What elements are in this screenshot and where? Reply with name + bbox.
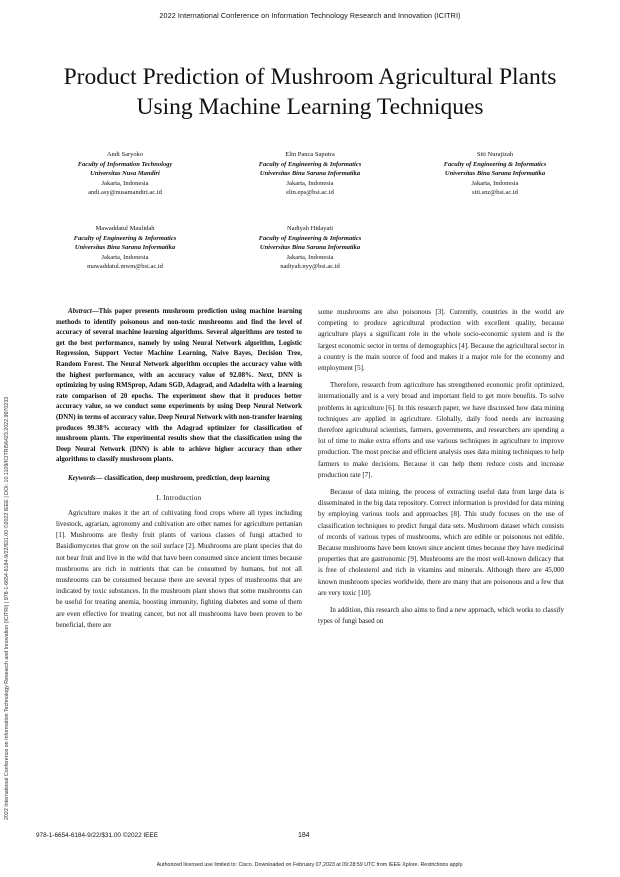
author-4: [30, 224, 220, 272]
right-column: [318, 307, 564, 633]
author-city: Jakarta, Indonesia: [286, 253, 334, 261]
author-university: Universitas Nusa Mandiri: [90, 170, 160, 177]
license-notice: Authorized licensed use limited to: Cisco. Downloaded on February 07,2023 at 09:28:59 UTC from IEEE Xplore. Restrictions apply.: [156, 862, 464, 868]
side-doi-text: 2022 International Conference on Information Technology Research and Innovation (ICITRI) | 978-1-6654-6184-9/22/$31.00 ©2022 IEEE | DOI: 10.1109/ICITRI56423.2022.9970233: [4, 396, 10, 820]
author-1: [30, 150, 220, 198]
author-city: Jakarta, Indonesia: [101, 179, 149, 187]
author-university: Universitas Bina Sarana Informatika: [74, 244, 176, 251]
author-5: [215, 224, 405, 272]
author-department: Faculty of Engineering & Informatics: [73, 234, 177, 242]
body-paragraph: Because of data mining, the process of extracting useful data from large data is disseminated in the big data repository. Correct information is provided for data mining by employing various tools and approaches [8]. This study focuses on the use of classification techniques to predict fungal data sets. Mushroom dataset which consists of records of various types of mushrooms, which are edible or poisonous not edible. Because mushrooms have been known since ancient times because they have medicinal properties that are gastronomic [9]. Mushrooms are the most well-known delicacy that is free of cholesterol and rich in vitamins and minerals. Although there are 45,000 known mushroom species worldwide, there are many that are poisonous and a few that are very toxic [10].: [318, 488, 564, 597]
author-name: Mawaddatul Maulidah: [95, 225, 155, 232]
author-university: Universitas Bina Sarana Informatika: [259, 170, 361, 177]
author-email: nadiyah.nyy@bsi.ac.id: [280, 263, 340, 270]
page-number: 184: [298, 832, 310, 839]
footer-copyright: 978-1-6654-6184-9/22/$31.00 ©2022 IEEE: [36, 832, 158, 839]
author-email: andi.asy@nusamandiri.ac.id: [88, 189, 162, 196]
keywords-text: — classification, deep mushroom, prediction, deep learning: [95, 474, 270, 482]
abstract-text: —This paper presents mushroom prediction using machine learning methods to identify poisonous and non-toxic mushrooms and find the level of accuracy of several machine learning algorithms. Several algorithms are tested to get the best performance, namely by using Neural Network algorithm, Logistic Regression, Support Vector Machine Learning, Naive Bayes, Decision Tree, Random Forest. The Neural Network algorithm occupies the accuracy value with the highest performance, with an accuracy value of 92.08%. Next, DNN is optimizing by using RMSprop, Adam SGD, Adagrad, and Adadelta with a learning rate comparison of 20 epochs. The experiment show that it produces better accuracy value, so we conduct some experiments by using Deep Neural Network (DNN) in terms of accuracy value. Deep Neural Network with non-transfer learning produces 99.38% accuracy with the Adagrad optimizer for classification of mushroom plants. The experimental results show that the classification using the Deep Neural Network (DNN) is able to achieve higher accuracy than other algorithms to classify mushroom plants.: [56, 308, 302, 464]
author-email: siti.snz@bsi.ac.id: [472, 189, 518, 196]
author-name: Siti Nurajizah: [476, 151, 514, 158]
author-department: Faculty of Engineering & Informatics: [258, 234, 362, 242]
paper-title: Product Prediction of Mushroom Agricultural Plants Using Machine Learning Techniques: [63, 64, 557, 120]
author-city: Jakarta, Indonesia: [101, 253, 149, 261]
section-heading-introduction: I. Introduction: [156, 493, 202, 502]
keywords-label: Keywords: [68, 474, 96, 482]
body-paragraph: some mushrooms are also poisonous [3]. Currently, countries in the world are competing to produce agricultural production with excellent quality, because agriculture plays a significant role in the whole socio-economic system and is the largest economic sector in terms of demographics [4]. Because the agricultural sector in a country is the main source of food and makes it a major role for the economy and employment [5].: [318, 308, 564, 373]
author-name: Andi Saryoko: [106, 151, 144, 158]
author-city: Jakarta, Indonesia: [471, 179, 519, 187]
body-paragraph: Agriculture makes it the art of cultivating food crops where all types including livestock, agrarian, agronomy and cultivation are other names for agriculture pertanian [1]. Mushrooms are fleshy fruit plants of various classes of fungi attached to Basidiomycetes that grow on the soil surface [2]. Mushrooms are plant species that do not bear fruit and live in the wild that have been consumed since ancient times because mushrooms are rich in nutrients that can be consumed by humans, but not all mushrooms can be consumed because there are several types of mushrooms that are indicated by toxic substances. In the mushroom plant shows that some mushrooms can be useful for treating anemia, boosting immunity, fighting diabetes and some of them are even effective for treating cancer, but not all mushrooms have been proven to be beneficial, there are: [56, 508, 302, 629]
author-email: mawaddatul.mwm@bsi.ac.id: [87, 263, 163, 270]
body-paragraph: Therefore, research from agriculture has strengthened economic profit optimized, internationally and is a very broad and important field to get more benefits. To solve problems in agriculture [6]. In this research paper, we have discussed how data mining techniques are applied in agriculture. Globally, daily food needs are increasing therefore agricultural scientists, farmers, governments, and researchers are spending a lot of time to make extra efforts and use various techniques in agriculture to improve production. The most precise and efficient analysis uses data mining techniques to help farmers to make decisions. Because it can help them reduce costs and increase production rate [7].: [318, 381, 564, 479]
author-department: Faculty of Engineering & Informatics: [443, 160, 547, 168]
body-paragraph: In addition, this research also aims to find a new approach, which works to classify types of fungi based on: [318, 606, 564, 626]
conference-header: 2022 International Conference on Information Technology Research and Innovation (ICITRI): [159, 11, 461, 20]
left-column: [56, 307, 302, 637]
author-university: Universitas Bina Sarana Informatika: [444, 170, 546, 177]
author-name: Nadiyah Hidayati: [286, 225, 334, 232]
author-email: elin.eps@bsi.ac.id: [286, 189, 334, 196]
author-department: Faculty of Engineering & Informatics: [258, 160, 362, 168]
author-department: Faculty of Information Technology: [77, 160, 173, 168]
author-2: [215, 150, 405, 198]
author-university: Universitas Bina Sarana Informatika: [259, 244, 361, 251]
keywords: [56, 474, 302, 485]
author-3: [400, 150, 590, 198]
abstract-label: Abstract: [68, 308, 92, 315]
author-city: Jakarta, Indonesia: [286, 179, 334, 187]
abstract: [56, 307, 302, 466]
author-name: Elin Panca Saputra: [285, 151, 335, 158]
